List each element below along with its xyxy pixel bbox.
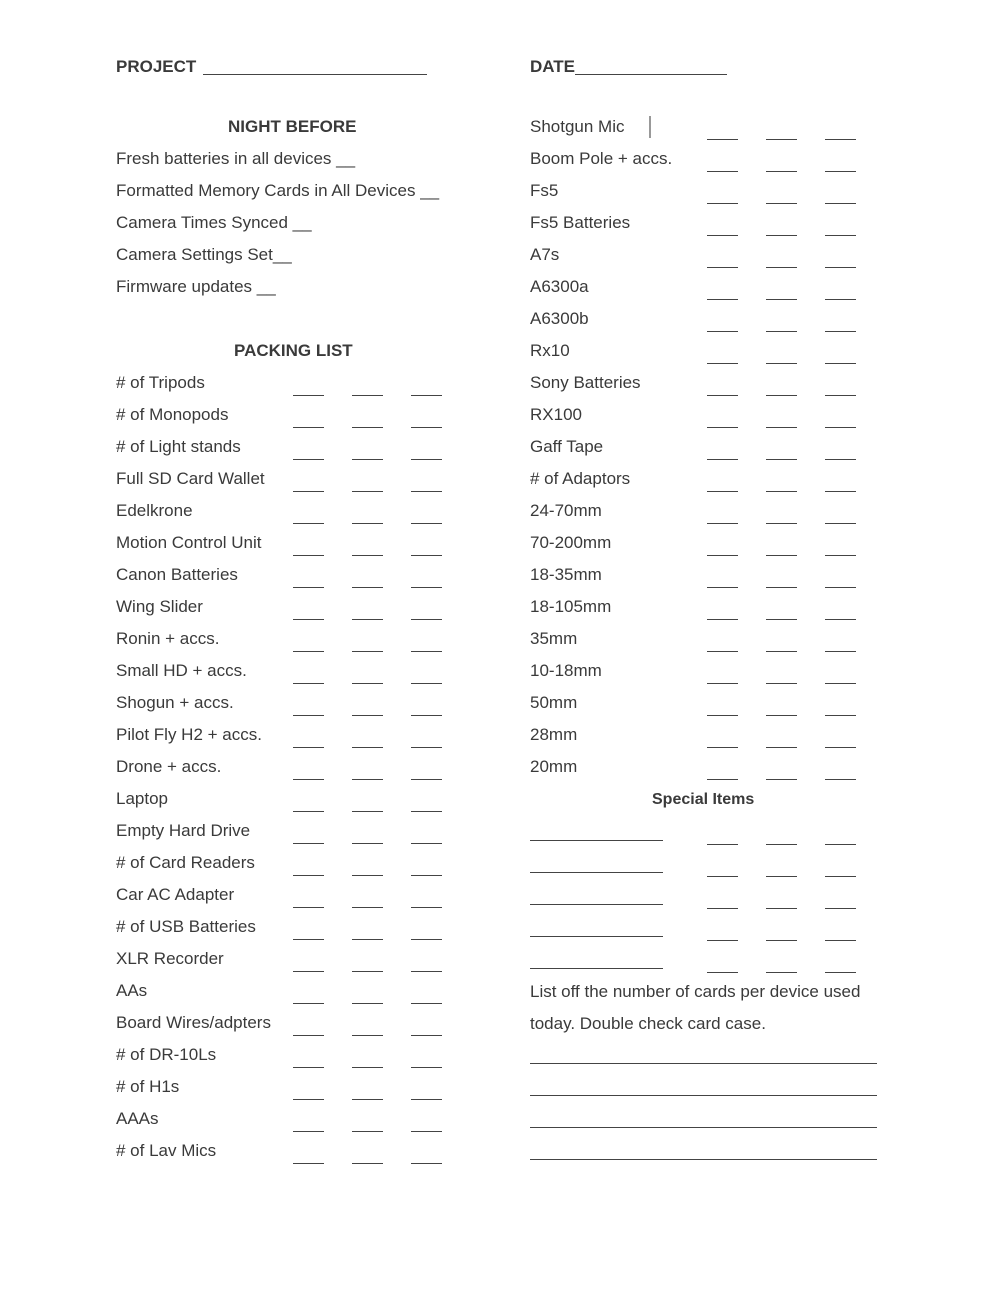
check-blank[interactable]	[352, 1003, 383, 1004]
gear-list-item: Shotgun Mic	[530, 117, 625, 136]
check-blank[interactable]	[707, 331, 738, 332]
check-blank[interactable]	[352, 523, 383, 524]
gear-list-item: Fs5	[530, 181, 559, 200]
check-blank[interactable]	[352, 843, 383, 844]
gear-list-item: RX100	[530, 405, 582, 424]
check-blank[interactable]	[707, 683, 738, 684]
packing-list-item: # of Monopods	[116, 405, 229, 424]
check-blank[interactable]	[352, 747, 383, 748]
night-before-item: Fresh batteries in all devices __	[116, 149, 356, 168]
notes-line-field[interactable]	[530, 1159, 877, 1160]
check-blank[interactable]	[825, 139, 856, 140]
check-blank[interactable]	[707, 523, 738, 524]
gear-list-item: # of Adaptors	[530, 469, 631, 488]
check-blank[interactable]	[707, 619, 738, 620]
check-blank[interactable]	[766, 299, 797, 300]
check-blank[interactable]	[825, 651, 856, 652]
gear-list-item: Rx10	[530, 341, 570, 360]
check-blank[interactable]	[352, 811, 383, 812]
check-blank[interactable]	[293, 939, 324, 940]
check-blank[interactable]	[766, 235, 797, 236]
packing-list-item: # of H1s	[116, 1077, 180, 1096]
check-blank[interactable]	[766, 715, 797, 716]
check-blank[interactable]	[766, 363, 797, 364]
check-blank[interactable]	[825, 427, 856, 428]
packing-list-item: Canon Batteries	[116, 565, 238, 584]
check-blank[interactable]	[411, 1035, 442, 1036]
check-blank[interactable]	[352, 939, 383, 940]
check-blank[interactable]	[825, 715, 856, 716]
check-blank[interactable]	[707, 715, 738, 716]
check-blank[interactable]	[411, 523, 442, 524]
check-blank[interactable]	[766, 651, 797, 652]
check-blank[interactable]	[352, 971, 383, 972]
date-label: DATE	[530, 57, 576, 76]
check-blank[interactable]	[766, 940, 797, 941]
gear-list-item: Fs5 Batteries	[530, 213, 631, 232]
check-blank[interactable]	[766, 876, 797, 877]
check-blank[interactable]	[352, 651, 383, 652]
night-before-item: Camera Times Synced __	[116, 213, 312, 232]
check-blank[interactable]	[825, 235, 856, 236]
packing-list-item: # of Lav Mics	[116, 1141, 217, 1160]
check-blank[interactable]	[293, 843, 324, 844]
packing-list-item: Ronin + accs.	[116, 629, 220, 648]
check-blank[interactable]	[411, 427, 442, 428]
check-blank[interactable]	[707, 876, 738, 877]
notes-line-field[interactable]	[530, 1095, 877, 1096]
check-blank[interactable]	[293, 651, 324, 652]
check-blank[interactable]	[411, 843, 442, 844]
check-blank[interactable]	[293, 811, 324, 812]
notes-text: today. Double check card case.	[530, 1014, 766, 1033]
check-blank[interactable]	[411, 939, 442, 940]
project-label: PROJECT	[116, 57, 197, 76]
check-blank[interactable]	[766, 683, 797, 684]
packing-list-item: # of Card Readers	[116, 853, 255, 872]
packing-list-item: Motion Control Unit	[116, 533, 262, 552]
packing-list-item: AAAs	[116, 1109, 159, 1128]
notes-line-field[interactable]	[530, 1127, 877, 1128]
gear-list-item: 35mm	[530, 629, 578, 648]
check-blank[interactable]	[411, 747, 442, 748]
special-item-name-field[interactable]	[530, 936, 663, 937]
check-blank[interactable]	[411, 875, 442, 876]
check-blank[interactable]	[411, 907, 442, 908]
check-blank[interactable]	[411, 1163, 442, 1164]
check-blank[interactable]	[293, 747, 324, 748]
check-blank[interactable]	[293, 619, 324, 620]
check-blank[interactable]	[825, 747, 856, 748]
check-blank[interactable]	[766, 171, 797, 172]
check-blank[interactable]	[707, 395, 738, 396]
check-blank[interactable]	[825, 619, 856, 620]
gear-list-item: A7s	[530, 245, 560, 264]
check-blank[interactable]	[293, 1163, 324, 1164]
check-blank[interactable]	[766, 427, 797, 428]
check-blank[interactable]	[766, 908, 797, 909]
check-blank[interactable]	[293, 459, 324, 460]
check-blank[interactable]	[825, 523, 856, 524]
gear-list-item: A6300a	[530, 277, 589, 296]
check-blank[interactable]	[293, 1131, 324, 1132]
check-blank[interactable]	[293, 715, 324, 716]
special-item-name-field[interactable]	[530, 840, 663, 841]
check-blank[interactable]	[352, 875, 383, 876]
check-blank[interactable]	[825, 972, 856, 973]
check-blank[interactable]	[825, 844, 856, 845]
night-before-item: Camera Settings Set__	[116, 245, 292, 264]
check-blank[interactable]	[411, 395, 442, 396]
gear-list-item: 20mm	[530, 757, 578, 776]
check-blank[interactable]	[411, 1131, 442, 1132]
check-blank[interactable]	[411, 619, 442, 620]
check-blank[interactable]	[766, 844, 797, 845]
gear-list-item: 70-200mm	[530, 533, 612, 552]
check-blank[interactable]	[766, 747, 797, 748]
check-blank[interactable]	[825, 587, 856, 588]
check-blank[interactable]	[825, 779, 856, 780]
packing-list-title: PACKING LIST	[234, 341, 353, 360]
check-blank[interactable]	[411, 811, 442, 812]
gear-list-item: 50mm	[530, 693, 578, 712]
check-blank[interactable]	[293, 971, 324, 972]
check-blank[interactable]	[707, 491, 738, 492]
packing-list-item: # of Tripods	[116, 373, 205, 392]
check-blank[interactable]	[766, 395, 797, 396]
check-blank[interactable]	[352, 395, 383, 396]
packing-list-item: # of USB Batteries	[116, 917, 256, 936]
check-blank[interactable]	[707, 747, 738, 748]
check-blank[interactable]	[352, 779, 383, 780]
check-blank[interactable]	[707, 459, 738, 460]
check-blank[interactable]	[411, 1099, 442, 1100]
check-blank[interactable]	[411, 1003, 442, 1004]
check-blank[interactable]	[707, 908, 738, 909]
check-blank[interactable]	[293, 1035, 324, 1036]
packing-list-item: # of Light stands	[116, 437, 241, 456]
check-blank[interactable]	[411, 555, 442, 556]
check-blank[interactable]	[766, 203, 797, 204]
check-blank[interactable]	[707, 651, 738, 652]
check-blank[interactable]	[293, 587, 324, 588]
check-blank[interactable]	[766, 972, 797, 973]
check-blank[interactable]	[293, 1003, 324, 1004]
check-blank[interactable]	[707, 267, 738, 268]
check-blank[interactable]	[352, 427, 383, 428]
packing-list-item: # of DR-10Ls	[116, 1045, 217, 1064]
check-blank[interactable]	[825, 876, 856, 877]
packing-list-item: Empty Hard Drive	[116, 821, 251, 840]
check-blank[interactable]	[707, 972, 738, 973]
night-before-item: Firmware updates __	[116, 277, 276, 296]
packing-list-item: Car AC Adapter	[116, 885, 235, 904]
check-blank[interactable]	[825, 203, 856, 204]
check-blank[interactable]	[825, 395, 856, 396]
check-blank[interactable]	[293, 1067, 324, 1068]
check-blank[interactable]	[411, 459, 442, 460]
special-item-name-field[interactable]	[530, 904, 663, 905]
check-blank[interactable]	[411, 715, 442, 716]
check-blank[interactable]	[411, 683, 442, 684]
night-before-item: Formatted Memory Cards in All Devices __	[116, 181, 440, 200]
gear-list-item: Boom Pole + accs.	[530, 149, 673, 168]
check-blank[interactable]	[825, 940, 856, 941]
check-blank[interactable]	[707, 779, 738, 780]
check-blank[interactable]	[707, 587, 738, 588]
check-blank[interactable]	[293, 683, 324, 684]
check-blank[interactable]	[411, 779, 442, 780]
text-cursor	[649, 116, 651, 138]
special-item-name-field[interactable]	[530, 968, 663, 969]
check-blank[interactable]	[352, 1067, 383, 1068]
check-blank[interactable]	[766, 587, 797, 588]
check-blank[interactable]	[352, 907, 383, 908]
check-blank[interactable]	[766, 491, 797, 492]
packing-list-item: Drone + accs.	[116, 757, 222, 776]
check-blank[interactable]	[352, 587, 383, 588]
check-blank[interactable]	[825, 908, 856, 909]
packing-list-item: XLR Recorder	[116, 949, 224, 968]
check-blank[interactable]	[352, 555, 383, 556]
check-blank[interactable]	[293, 779, 324, 780]
check-blank[interactable]	[707, 299, 738, 300]
packing-list-item: Board Wires/adpters	[116, 1013, 271, 1032]
check-blank[interactable]	[707, 844, 738, 845]
check-blank[interactable]	[766, 779, 797, 780]
check-blank[interactable]	[825, 491, 856, 492]
check-blank[interactable]	[293, 1099, 324, 1100]
packing-list-item: Small HD + accs.	[116, 661, 247, 680]
check-blank[interactable]	[352, 1131, 383, 1132]
check-blank[interactable]	[352, 459, 383, 460]
check-blank[interactable]	[766, 331, 797, 332]
check-blank[interactable]	[707, 363, 738, 364]
check-blank[interactable]	[411, 971, 442, 972]
check-blank[interactable]	[825, 683, 856, 684]
check-blank[interactable]	[766, 139, 797, 140]
check-blank[interactable]	[766, 619, 797, 620]
special-item-name-field[interactable]	[530, 872, 663, 873]
check-blank[interactable]	[707, 203, 738, 204]
gear-list-item: Sony Batteries	[530, 373, 641, 392]
date-field[interactable]	[575, 74, 727, 75]
check-blank[interactable]	[707, 427, 738, 428]
gear-list-item: A6300b	[530, 309, 589, 328]
packing-list-item: Full SD Card Wallet	[116, 469, 265, 488]
packing-list-item: Wing Slider	[116, 597, 203, 616]
check-blank[interactable]	[707, 235, 738, 236]
check-blank[interactable]	[411, 1067, 442, 1068]
check-blank[interactable]	[293, 491, 324, 492]
check-blank[interactable]	[707, 139, 738, 140]
check-blank[interactable]	[293, 875, 324, 876]
check-blank[interactable]	[352, 683, 383, 684]
packing-list-item: Edelkrone	[116, 501, 193, 520]
gear-list-item: 18-35mm	[530, 565, 602, 584]
check-blank[interactable]	[293, 523, 324, 524]
packing-list-item: Pilot Fly H2 + accs.	[116, 725, 262, 744]
check-blank[interactable]	[707, 555, 738, 556]
check-blank[interactable]	[766, 459, 797, 460]
check-blank[interactable]	[825, 363, 856, 364]
night-before-title: NIGHT BEFORE	[228, 117, 357, 136]
project-field[interactable]	[203, 74, 427, 75]
check-blank[interactable]	[352, 1035, 383, 1036]
check-blank[interactable]	[707, 171, 738, 172]
check-blank[interactable]	[825, 171, 856, 172]
check-blank[interactable]	[293, 427, 324, 428]
check-blank[interactable]	[352, 1099, 383, 1100]
gear-list-item: 28mm	[530, 725, 578, 744]
check-blank[interactable]	[352, 1163, 383, 1164]
notes-line-field[interactable]	[530, 1063, 877, 1064]
check-blank[interactable]	[766, 267, 797, 268]
check-blank[interactable]	[352, 715, 383, 716]
check-blank[interactable]	[825, 299, 856, 300]
gear-list-item: 18-105mm	[530, 597, 612, 616]
check-blank[interactable]	[352, 619, 383, 620]
packing-list-item: Shogun + accs.	[116, 693, 234, 712]
notes-text: List off the number of cards per device used	[530, 982, 861, 1001]
check-blank[interactable]	[825, 459, 856, 460]
check-blank[interactable]	[411, 651, 442, 652]
check-blank[interactable]	[707, 940, 738, 941]
special-items-title: Special Items	[652, 791, 755, 808]
gear-list-item: Gaff Tape	[530, 437, 604, 456]
gear-list-item: 24-70mm	[530, 501, 602, 520]
check-blank[interactable]	[293, 907, 324, 908]
check-blank[interactable]	[825, 267, 856, 268]
gear-list-item: 10-18mm	[530, 661, 602, 680]
check-blank[interactable]	[293, 395, 324, 396]
packing-list-item: Laptop	[116, 789, 168, 808]
check-blank[interactable]	[825, 555, 856, 556]
check-blank[interactable]	[411, 587, 442, 588]
check-blank[interactable]	[766, 523, 797, 524]
packing-list-item: AAs	[116, 981, 148, 1000]
check-blank[interactable]	[411, 491, 442, 492]
check-blank[interactable]	[766, 555, 797, 556]
check-blank[interactable]	[825, 331, 856, 332]
check-blank[interactable]	[352, 491, 383, 492]
check-blank[interactable]	[293, 555, 324, 556]
